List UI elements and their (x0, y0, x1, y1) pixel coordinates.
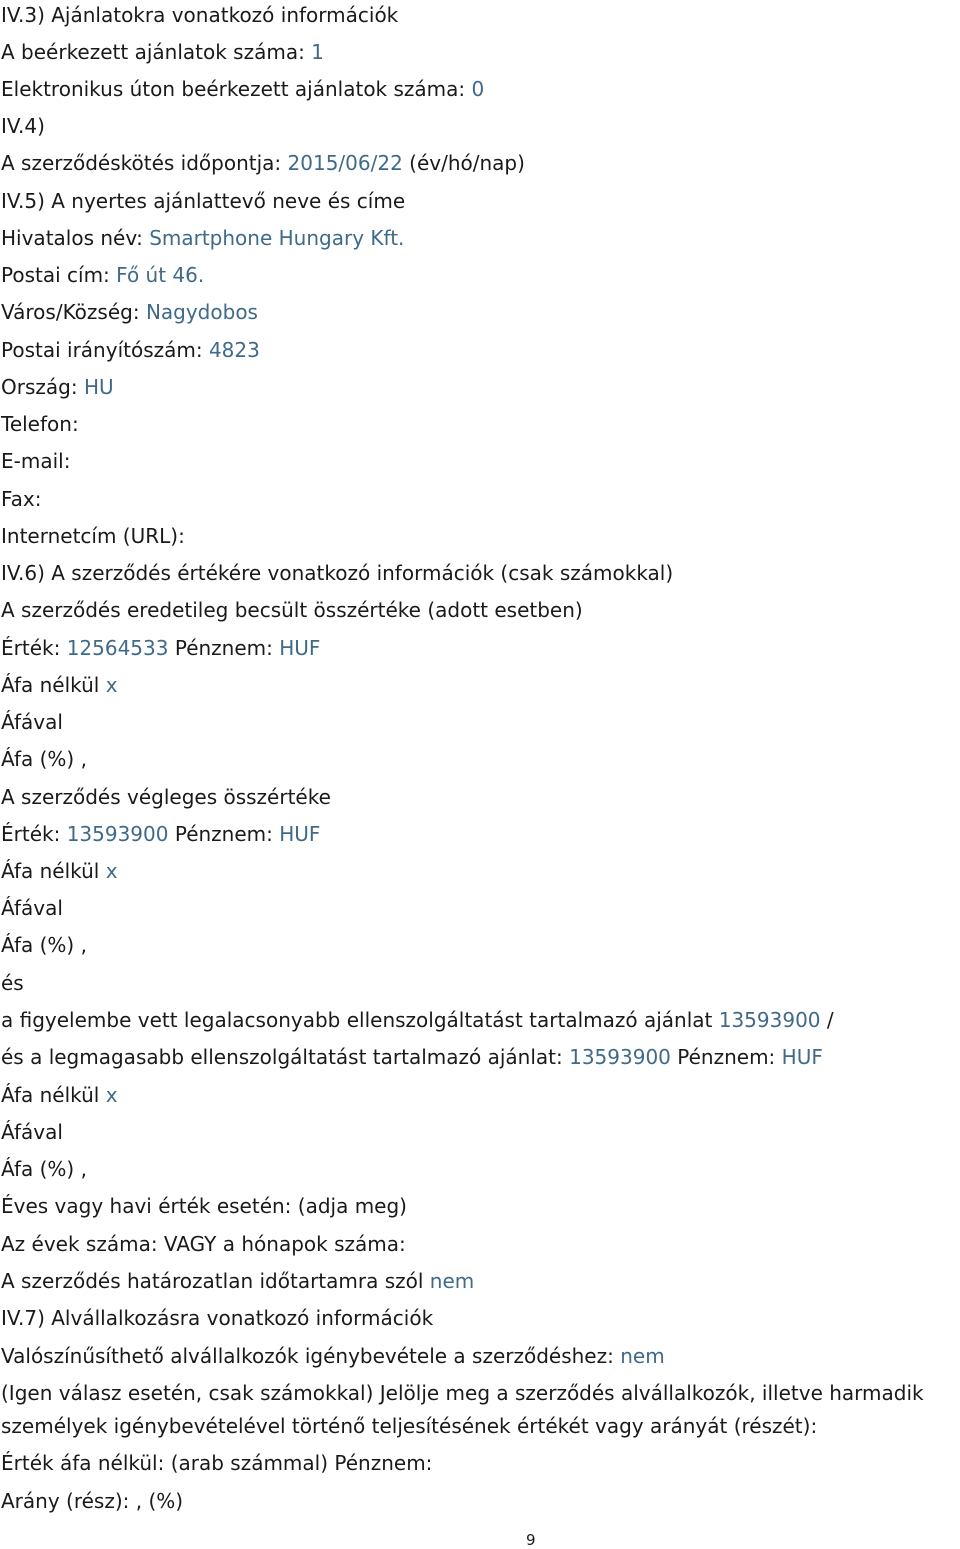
section-iv5-heading: IV.5) A nyertes ajánlattevő neve és címe (1, 189, 406, 213)
years-months-row: Az évek száma: VAGY a hónapok száma: (1, 1232, 406, 1256)
final-value: 13593900 (66, 822, 169, 846)
phone-row: Telefon: (1, 412, 79, 436)
subcontractor-likely-row: Valószínűsíthető alvállalkozók igénybevétele a szerződéshez: nem (1, 1344, 665, 1368)
highest-offer-value: 13593900 (569, 1045, 671, 1069)
electronic-offers-value: 0 (471, 77, 485, 101)
city-row: Város/Község: Nagydobos (1, 300, 258, 324)
estimated-gross-row: Áfával (1, 710, 63, 734)
contract-date-value: 2015/06/22 (287, 151, 403, 175)
offers-count-value: 1 (311, 40, 324, 64)
country-value: HU (83, 375, 114, 399)
range-vat-row: Áfa (%) , (1, 1157, 87, 1181)
url-row: Internetcím (URL): (1, 524, 185, 548)
final-currency: HUF (279, 822, 321, 846)
subcontractor-likely-value: nem (620, 1344, 665, 1368)
final-vat-row: Áfa (%) , (1, 933, 87, 957)
email-row: E-mail: (1, 449, 71, 473)
postal-code-value: 4823 (208, 338, 260, 362)
if-yes-line-2: személyek igénybevételével történő teljesítésének értékét vagy arányát (részét): (1, 1414, 818, 1438)
postal-address-row: Postai cím: Fő út 46. (1, 263, 205, 287)
annual-monthly-row: Éves vagy havi érték esetén: (adja meg) (1, 1194, 407, 1218)
estimated-value: 12564533 (66, 636, 169, 660)
section-iv4-heading: IV.4) (1, 114, 45, 138)
final-net-row: Áfa nélkül x (1, 859, 118, 883)
country-row: Ország: HU (1, 375, 114, 399)
ratio-row: Arány (rész): , (%) (1, 1489, 184, 1513)
range-net-mark: x (105, 1083, 118, 1107)
postal-code-row: Postai irányítószám: 4823 (1, 338, 260, 362)
range-net-row: Áfa nélkül x (1, 1083, 118, 1107)
contract-date-row: A szerződéskötés időpontja: 2015/06/22 (év/hó/nap) (1, 151, 525, 175)
official-name-value: Smartphone Hungary Kft. (149, 226, 405, 250)
electronic-offers-row: Elektronikus úton beérkezett ajánlatok száma: 0 (1, 77, 485, 101)
official-name-row: Hivatalos név: Smartphone Hungary Kft. (1, 226, 405, 250)
estimated-net-row: Áfa nélkül x (1, 673, 118, 697)
estimated-value-row: Érték: 12564533 Pénznem: HUF (1, 636, 321, 660)
final-net-mark: x (105, 859, 118, 883)
lowest-offer-row: a figyelembe vett legalacsonyabb ellenszolgáltatást tartalmazó ajánlat 13593900 / (1, 1008, 834, 1032)
estimated-value-heading: A szerződés eredetileg becsült összértéke (adott esetben) (1, 598, 583, 622)
lowest-offer-value: 13593900 (718, 1008, 821, 1032)
page-number: 9 (526, 1531, 536, 1549)
fax-row: Fax: (1, 487, 42, 511)
final-value-row: Érték: 13593900 Pénznem: HUF (1, 822, 321, 846)
postal-address-value: Fő út 46. (116, 263, 205, 287)
highest-offer-row: és a legmagasabb ellenszolgáltatást tartalmazó ajánlat: 13593900 Pénznem: HUF (1, 1045, 823, 1069)
final-gross-row: Áfával (1, 896, 63, 920)
offers-count-row: A beérkezett ajánlatok száma: 1 (1, 40, 324, 64)
city-value: Nagydobos (145, 300, 258, 324)
indefinite-term-row: A szerződés határozatlan időtartamra szól nem (1, 1269, 475, 1293)
net-value-row: Érték áfa nélkül: (arab számmal) Pénznem: (1, 1451, 433, 1475)
section-iv6-heading: IV.6) A szerződés értékére vonatkozó információk (csak számokkal) (1, 561, 674, 585)
final-value-heading: A szerződés végleges összértéke (1, 785, 331, 809)
section-iv7-heading: IV.7) Alvállalkozásra vonatkozó információk (1, 1306, 434, 1330)
if-yes-line-1: (Igen válasz esetén, csak számokkal) Jelölje meg a szerződés alvállalkozók, illetve harmadik (1, 1381, 924, 1405)
range-gross-row: Áfával (1, 1120, 63, 1144)
estimated-net-mark: x (105, 673, 118, 697)
and-row: és (1, 971, 24, 995)
estimated-currency: HUF (279, 636, 321, 660)
estimated-vat-row: Áfa (%) , (1, 747, 87, 771)
indefinite-term-value: nem (429, 1269, 475, 1293)
section-iv3-heading: IV.3) Ajánlatokra vonatkozó információk (1, 3, 399, 27)
highest-offer-currency: HUF (781, 1045, 823, 1069)
